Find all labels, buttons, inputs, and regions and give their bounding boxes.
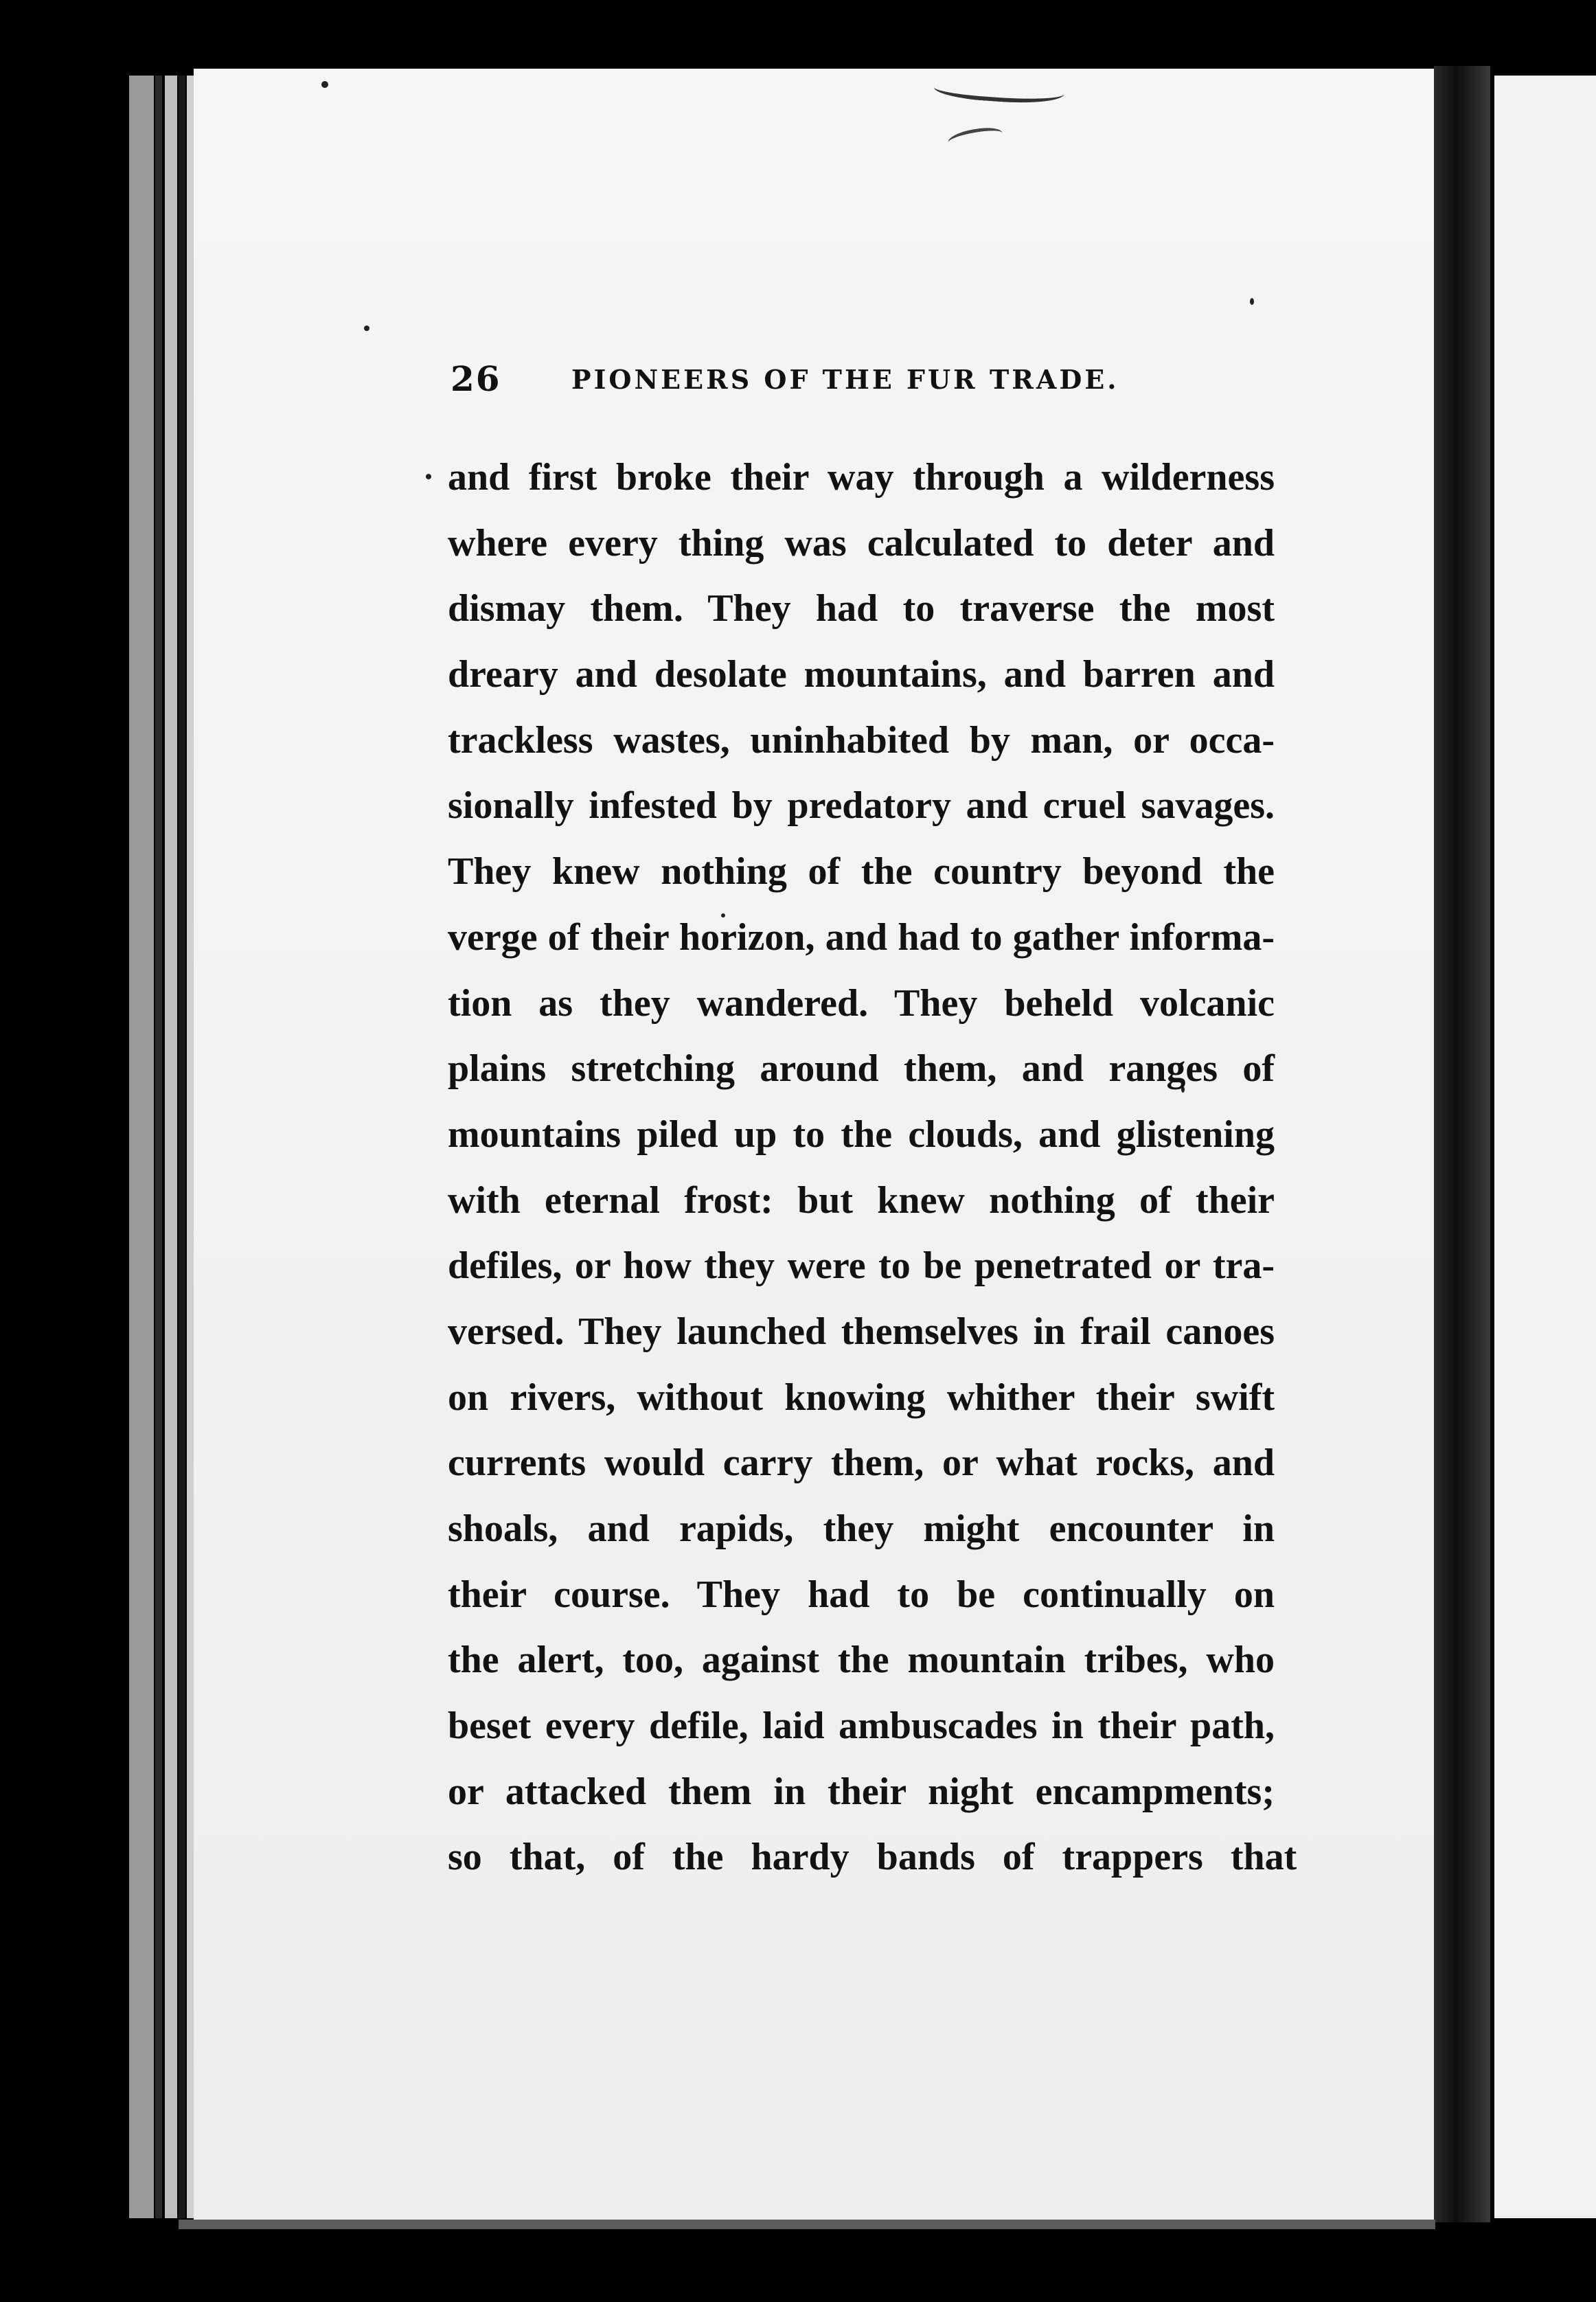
text-line: verge of their horizon, and had to gather informa- <box>448 915 1275 959</box>
binding-edge <box>129 76 154 2218</box>
text-line: trackless wastes, uninhabited by man, or occa- <box>448 718 1275 762</box>
scan-speck <box>364 326 369 331</box>
text-line: on rivers, without knowing whither their swift <box>448 1376 1275 1419</box>
text-line: where every thing was calculated to deter and <box>448 521 1275 565</box>
binding-edge <box>187 76 194 2218</box>
running-head <box>448 358 1272 407</box>
binding-edge <box>165 76 177 2218</box>
text-line: sionally infested by predatory and cruel savages. <box>448 784 1275 828</box>
text-line: tion as they wandered. They beheld volcanic <box>448 981 1275 1025</box>
text-line: and first broke their way through a wilderness <box>448 456 1275 499</box>
text-line: plains stretching around them, and ranges of <box>448 1047 1275 1091</box>
text-line: versed. They launched themselves in frail canoes <box>448 1310 1275 1353</box>
running-title: PIONEERS OF THE FUR TRADE. <box>571 364 1119 395</box>
body-text <box>448 445 1297 1891</box>
page-bottom-edge <box>179 2220 1435 2229</box>
text-line: mountains piled up to the clouds, and glistening <box>448 1113 1275 1156</box>
scan-speck <box>1250 298 1254 305</box>
page-gutter-shadow <box>1434 66 1490 2222</box>
text-line: beset every defile, laid ambuscades in their path, <box>448 1705 1275 1748</box>
text-line: with eternal frost: but knew nothing of their <box>448 1178 1275 1222</box>
text-line: defiles, or how they were to be penetrated or tra- <box>448 1244 1275 1288</box>
text-line: currents would carry them, or what rocks, and <box>448 1441 1275 1485</box>
page-number: 26 <box>451 358 501 399</box>
binding-edge <box>179 76 185 2218</box>
text-line: their course. They had to be continually on <box>448 1573 1275 1616</box>
text-line: the alert, too, against the mountain tribes, who <box>448 1639 1275 1682</box>
scan-speck <box>426 474 431 479</box>
scan-speck <box>321 81 328 88</box>
next-page-edge <box>1494 76 1596 2218</box>
text-line: They knew nothing of the country beyond the <box>448 850 1275 893</box>
binding-edge <box>155 76 162 2218</box>
text-line: dismay them. They had to traverse the most <box>448 587 1275 630</box>
text-line: so that, of the hardy bands of trappers that <box>448 1836 1297 1879</box>
text-line: shoals, and rapids, they might encounter in <box>448 1507 1275 1550</box>
text-line: dreary and desolate mountains, and barren and <box>448 653 1275 696</box>
text-line: or attacked them in their night encampments; <box>448 1770 1275 1813</box>
